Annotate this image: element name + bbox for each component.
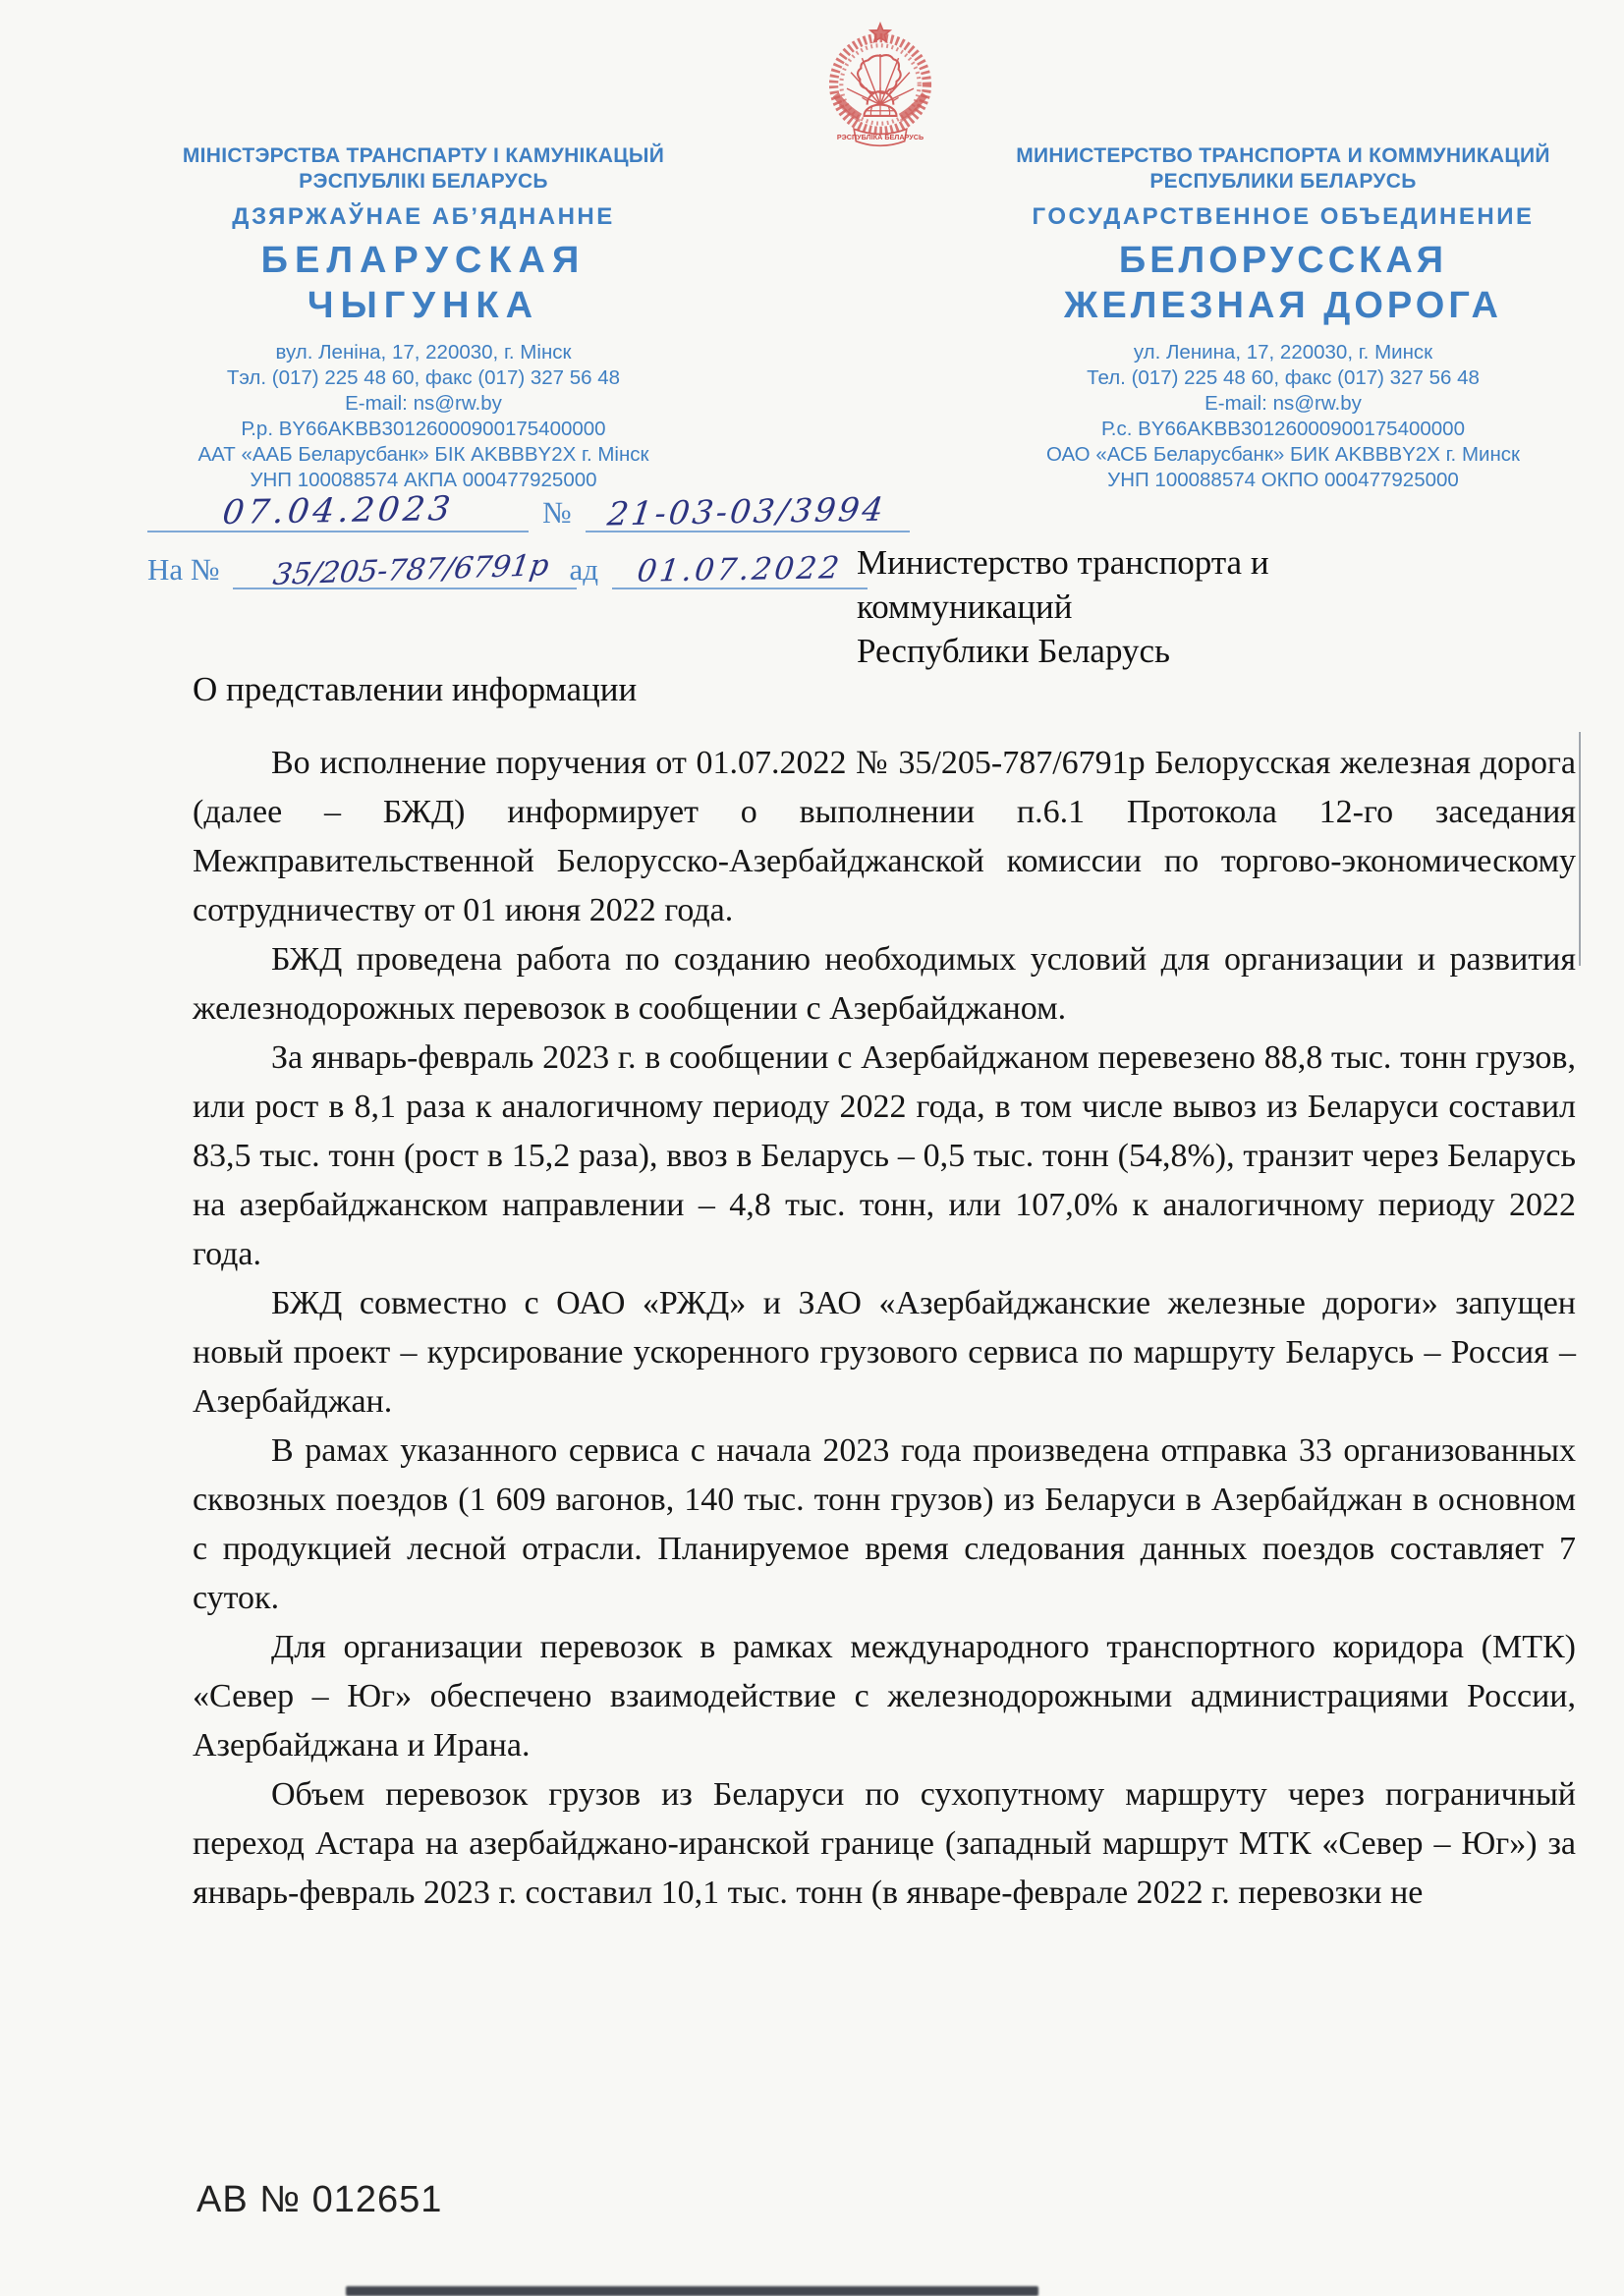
recipient-line2: коммуникаций: [857, 588, 1073, 626]
ids-by: УНП 100088574 АКПА 000477925000: [250, 469, 597, 491]
scan-artifact-bottom-strip: [346, 2286, 1038, 2296]
phone-ru: Тел. (017) 225 48 60, факс (017) 327 56 48: [1087, 366, 1480, 389]
body-paragraph: За январь-февраль 2023 г. в сообщении с Азербайджаном перевезено 88,8 тыс. тонн грузов, или рост в 8,1 раза к аналогичному периоду 2022 года, в том числе вывоз из Беларуси составил 83,5 тыс. тонн (рост в 15,2 раза), ввоз в Беларусь – 0,5 тыс. тонн (54,8%), транзит через Беларусь на азербайджанском направлении – 4,8 тыс. тонн, или 107,0% к аналогичному периоду 2022 года.: [193, 1039, 1576, 1272]
org-name-ru-line1: БЕЛОРУССКАЯ: [1118, 240, 1448, 281]
letterhead-left: [145, 143, 701, 493]
letter-body: [193, 739, 1576, 1918]
body-paragraph: Объем перевозок грузов из Беларуси по сухопутному маршруту через пограничный переход Астара на азербайджано-иранской границе (западный маршрут МТК «Север – Юг») за январь-февраль 2023 г. составил 10,1 тыс. тонн (в январе-феврале 2022 г. перевозки не: [193, 1776, 1576, 1911]
ministry-name-ru-line1: МИНИСТЕРСТВО ТРАНСПОРТА И КОММУНИКАЦИЙ: [1016, 144, 1550, 167]
subject-line: О представлении информации: [193, 670, 638, 708]
number-sign-label: №: [542, 495, 572, 530]
form-blank-number: АВ № 012651: [196, 2179, 443, 2220]
reply-reference-row: [147, 548, 868, 592]
ministry-name-ru-line2: РЕСПУБЛИКИ БЕЛАРУСЬ: [1149, 170, 1417, 193]
address-by: вул. Леніна, 17, 220030, г. Мінск: [275, 341, 572, 364]
reply-date-line: [612, 552, 868, 589]
coat-of-arms-belarus-icon: [818, 20, 942, 151]
outgoing-number-line: [586, 489, 910, 533]
reply-number-handwritten: 35/205-787/6791р: [270, 548, 552, 592]
email-by: E-mail: ns@rw.by: [345, 392, 502, 415]
body-paragraph: БЖД совместно с ОАО «РЖД» и ЗАО «Азербайджанские железные дороги» запущен новый проект – курсирование ускоренного грузового сервиса по маршруту Беларусь – Россия – Азербайджан.: [193, 1285, 1576, 1420]
outgoing-date-handwritten: 07.04.2023: [219, 488, 457, 533]
phone-by: Тэл. (017) 225 48 60, факс (017) 327 56 48: [226, 366, 621, 389]
outgoing-number-handwritten: 21-03-03/3994: [605, 489, 889, 533]
reply-to-label: На №: [147, 552, 220, 587]
letterhead-right: [990, 143, 1576, 493]
email-ru: E-mail: ns@rw.by: [1204, 392, 1362, 415]
body-paragraph: БЖД проведена работа по созданию необходимых условий для организации и развития железнодорожных перевозок в сообщении с Азербайджаном.: [193, 941, 1576, 1027]
body-paragraph: Для организации перевозок в рамках международного транспортного коридора (МТК) «Север – Юг» обеспечено взаимодействие с железнодорожными администрациями России, Азербайджана и Ирана.: [193, 1629, 1576, 1764]
org-type-by: ДЗЯРЖАЎНАЕ АБ’ЯДНАННЕ: [232, 203, 615, 230]
bank-by: ААТ «ААБ Беларусбанк» БІК AKBBBY2X г. Мінск: [197, 443, 649, 466]
account-by: Р.р. BY66AKBB30126000900175400000: [241, 418, 606, 440]
reply-from-label: ад: [569, 552, 599, 587]
org-name-by-line2: ЧЫГУНКА: [307, 285, 540, 326]
address-ru: ул. Ленина, 17, 220030, г. Минск: [1133, 341, 1433, 364]
body-paragraph: В рамах указанного сервиса с начала 2023 года произведена отправка 33 организованных сквозных поездов (1 609 вагонов, 140 тыс. тонн грузов) из Беларуси в Азербайджан в основном с продукцией лесной отрасли. Планируемое время следования данных поездов составляет 7 суток.: [193, 1432, 1576, 1616]
ministry-name-by-line2: РЭСПУБЛІКІ БЕЛАРУСЬ: [299, 170, 548, 193]
ids-ru: УНП 100088574 ОКПО 000477925000: [1107, 469, 1459, 491]
outgoing-reference-row: [147, 488, 910, 533]
body-paragraph: Во исполнение поручения от 01.07.2022 № 35/205-787/6791р Белорусская железная дорога (далее – БЖД) информирует о выполнении п.6.1 Протокола 12-го заседания Межправительственной Белорусско-Азербайджанской комиссии по торгово-экономическому сотрудничеству от 01 июня 2022 года.: [193, 745, 1576, 928]
recipient-block: [857, 540, 1348, 673]
ministry-name-by-line1: МІНІСТЭРСТВА ТРАНСПАРТУ І КАМУНІКАЦЫЙ: [182, 144, 665, 167]
org-type-ru: ГОСУДАРСТВЕННОЕ ОБЪЕДИНЕНИЕ: [1032, 203, 1535, 230]
account-ru: Р.с. BY66AKBB30126000900175400000: [1100, 418, 1465, 440]
recipient-line1: Министерство транспорта и: [857, 543, 1269, 582]
scan-artifact-vertical-line: [1579, 732, 1581, 966]
org-name-by-line1: БЕЛАРУСКАЯ: [260, 240, 587, 281]
org-name-ru-line2: ЖЕЛЕЗНАЯ ДОРОГА: [1064, 285, 1502, 326]
bank-ru: ОАО «АСБ Беларусбанк» БИК AKBBBY2X г. Минск: [1045, 443, 1521, 466]
reply-date-handwritten: 01.07.2022: [635, 550, 845, 589]
emblem-ribbon-text: РЭСПУБЛІКА БЕЛАРУСЬ: [836, 133, 924, 142]
outgoing-date-line: [147, 488, 529, 533]
recipient-line3: Республики Беларусь: [857, 632, 1170, 670]
reply-number-line: [233, 548, 577, 592]
